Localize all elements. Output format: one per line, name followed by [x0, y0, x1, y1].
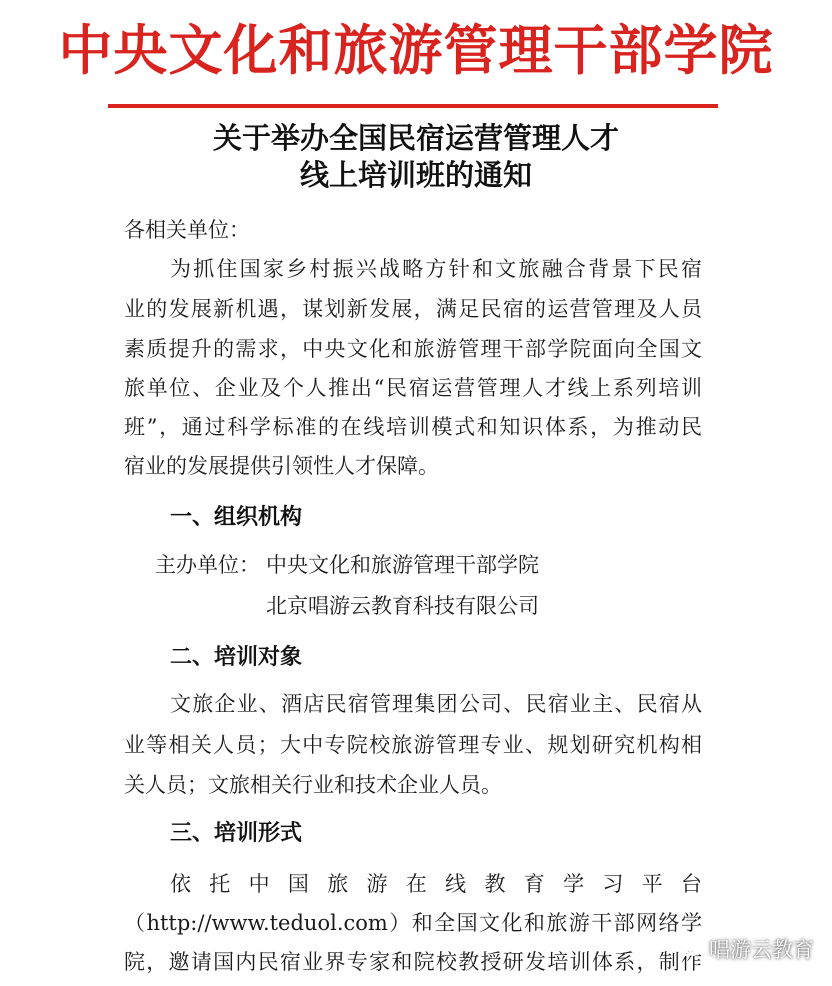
intro-line: 宿业的发展提供引领性人才保障。: [124, 454, 439, 478]
intro-line: 业的发展新机遇，谋划新发展，满足民宿的运营管理及人员: [124, 297, 702, 321]
intro-line: 素质提升的需求，中央文化和旅游管理干部学院面向全国文: [124, 337, 702, 361]
intro-line: 旅单位、企业及个人推出“民宿运营管理人才线上系列培训: [124, 376, 702, 400]
section-heading-format: 三、培训形式: [170, 821, 303, 846]
header-divider: [108, 104, 718, 108]
organizer-label: 主办单位：: [155, 553, 260, 577]
audience-line: 业等相关人员；大中专院校旅游管理专业、规划研究机构相: [124, 733, 702, 757]
salutation: 各相关单位：: [124, 218, 250, 242]
format-line: （http://www.teduol.com）和全国文化和旅游干部网络学: [124, 911, 702, 935]
format-line: 依托中国旅游在线教育学习平台: [170, 872, 702, 896]
wechat-official-account-icon: [677, 936, 703, 963]
intro-line: 班”，通过科学标准的在线培训模式和知识体系，为推动民: [124, 415, 702, 439]
section-heading-organization: 一、组织机构: [170, 505, 303, 530]
organizer-2: 北京唱游云教育科技有限公司: [266, 594, 539, 618]
document-title-line-1: 关于举办全国民宿运营管理人才: [212, 121, 619, 155]
account-watermark: [677, 934, 814, 964]
institution-header: 中央文化和旅游管理干部学院: [58, 19, 774, 82]
audience-line: 文旅企业、酒店民宿管理集团公司、民宿业主、民宿从: [170, 692, 702, 716]
watermark-text: 唱游云教育: [709, 938, 814, 962]
organizer-1: 中央文化和旅游管理干部学院: [266, 553, 539, 577]
document-title-line-2: 线上培训班的通知: [299, 158, 532, 192]
intro-line: 为抓住国家乡村振兴战略方针和文旅融合背景下民宿: [170, 257, 702, 281]
audience-line: 关人员；文旅相关行业和技术企业人员。: [124, 773, 502, 797]
format-line: 院，邀请国内民宿业界专家和院校教授研发培训体系，制作: [124, 950, 702, 974]
section-heading-audience: 二、培训对象: [170, 645, 303, 670]
